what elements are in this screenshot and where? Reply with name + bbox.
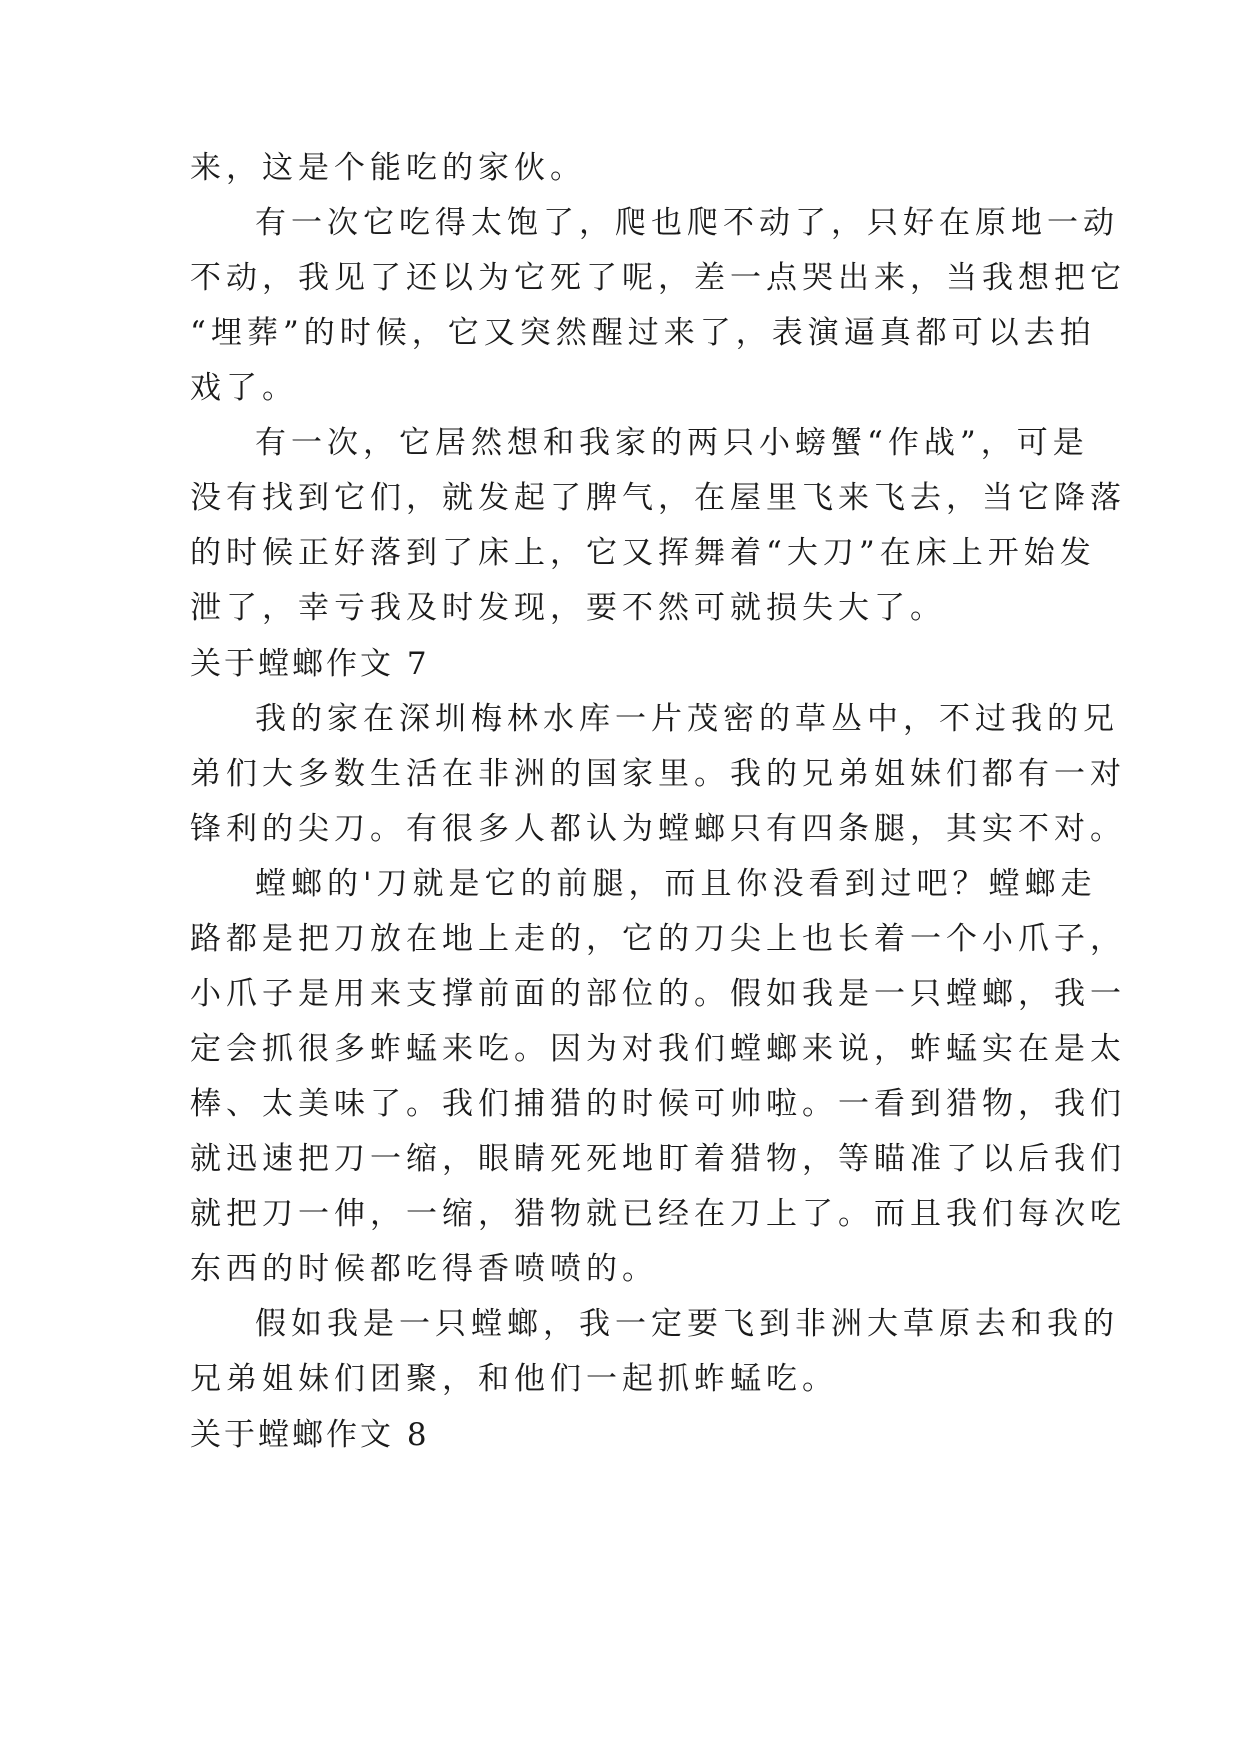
paragraph-line: 兄弟姐妹们团聚，和他们一起抓蚱蜢吃。 <box>190 1361 838 1397</box>
paragraph-line: 来，这是个能吃的家伙。 <box>190 150 586 186</box>
paragraph-line: 路都是把刀放在地上走的，它的刀尖上也长着一个小爪子， <box>190 921 1126 957</box>
paragraph-line: 假如我是一只螳螂，我一定要飞到非洲大草原去和我的 <box>255 1306 1119 1342</box>
paragraph-line: 弟们大多数生活在非洲的国家里。我的兄弟姐妹们都有一对 <box>190 756 1126 792</box>
paragraph-line: 有一次，它居然想和我家的两只小螃蟹“作战”，可是 <box>255 425 1089 461</box>
paragraph-line: 东西的时候都吃得香喷喷的。 <box>190 1251 658 1287</box>
paragraph-line: 我的家在深圳梅林水库一片茂密的草丛中，不过我的兄 <box>255 701 1119 737</box>
paragraph-line: 戏了。 <box>190 370 298 406</box>
paragraph-line: 小爪子是用来支撑前面的部位的。假如我是一只螳螂，我一 <box>190 976 1126 1012</box>
paragraph-line: 定会抓很多蚱蜢来吃。因为对我们螳螂来说，蚱蜢实在是太 <box>190 1031 1126 1067</box>
paragraph-line: 就迅速把刀一缩，眼睛死死地盯着猎物，等瞄准了以后我们 <box>190 1141 1126 1177</box>
paragraph-line: 棒、太美味了。我们捕猎的时候可帅啦。一看到猎物，我们 <box>190 1086 1126 1122</box>
paragraph-line: 不动，我见了还以为它死了呢，差一点哭出来，当我想把它 <box>190 260 1126 296</box>
paragraph-line: 就把刀一伸，一缩，猎物就已经在刀上了。而且我们每次吃 <box>190 1196 1126 1232</box>
paragraph-line: 的时候正好落到了床上，它又挥舞着“大刀”在床上开始发 <box>190 535 1096 571</box>
paragraph-line: 有一次它吃得太饱了，爬也爬不动了，只好在原地一动 <box>255 205 1119 241</box>
section-heading: 关于螳螂作文 7 <box>190 646 430 682</box>
paragraph-line: 没有找到它们，就发起了脾气，在屋里飞来飞去，当它降落 <box>190 480 1126 516</box>
section-heading: 关于螳螂作文 8 <box>190 1417 430 1453</box>
paragraph-line: 泄了，幸亏我及时发现，要不然可就损失大了。 <box>190 590 946 626</box>
paragraph-line: 螳螂的'刀就是它的前腿，而且你没看到过吧？螳螂走 <box>255 866 1097 902</box>
paragraph-line: “埋葬”的时候，它又突然醒过来了，表演逼真都可以去拍 <box>190 315 1096 351</box>
paragraph-line: 锋利的尖刀。有很多人都认为螳螂只有四条腿，其实不对。 <box>190 811 1126 847</box>
